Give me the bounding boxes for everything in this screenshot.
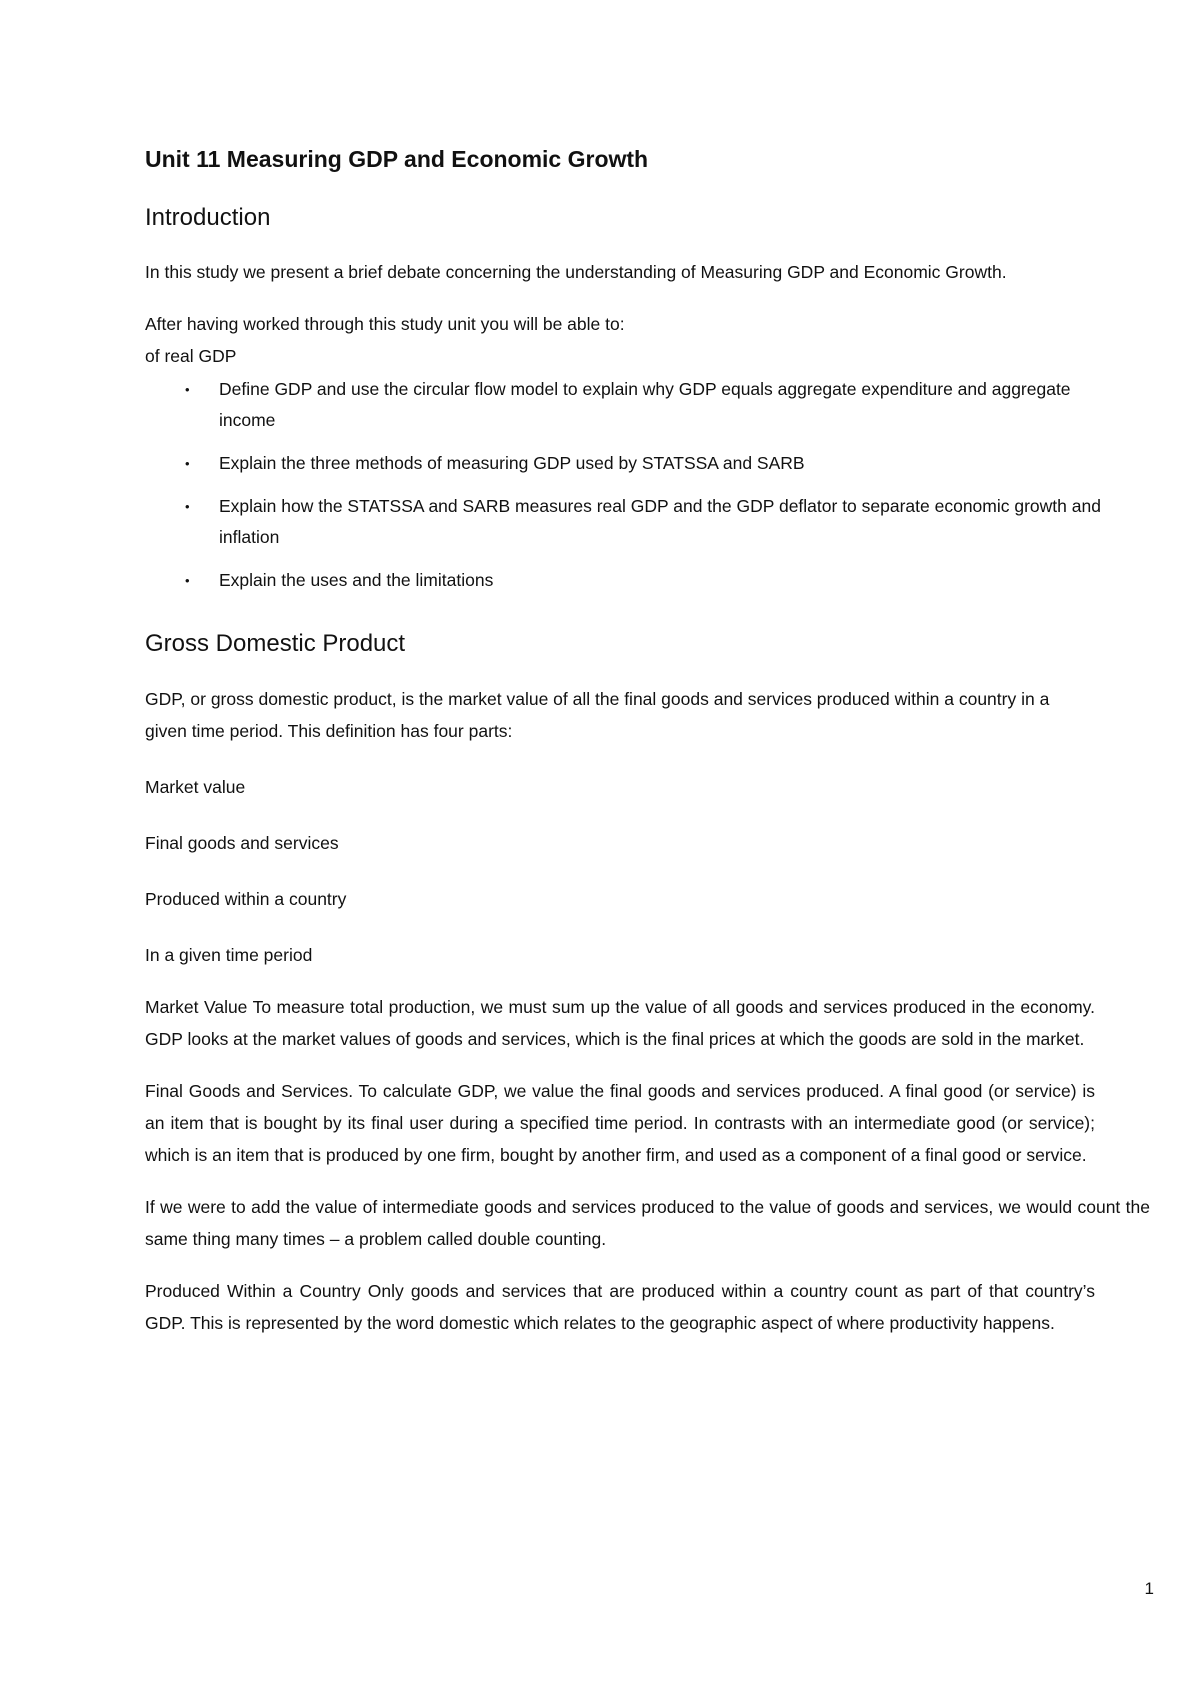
gdp-part-time-period: In a given time period bbox=[145, 945, 313, 966]
gdp-part-final-goods: Final goods and services bbox=[145, 833, 339, 854]
objectives-lead: After having worked through this study unit you will be able to: bbox=[145, 314, 625, 335]
page-number: 1 bbox=[1144, 1579, 1154, 1598]
double-counting-paragraph: If we were to add the value of intermediate goods and services produced to the value of goods and services, we would count the same thing many times – a problem called double counting. bbox=[145, 1197, 1150, 1250]
intro-heading: Introduction bbox=[145, 203, 271, 231]
objective-item bbox=[145, 491, 1150, 553]
bullet-icon: • bbox=[185, 499, 190, 515]
objective-item bbox=[145, 374, 1150, 436]
bullet-icon: • bbox=[185, 573, 190, 589]
bullet-icon: • bbox=[185, 382, 190, 398]
within-country-paragraph: Produced Within a Country Only goods and services that are produced within a country count as part of that country’s GDP. This is represented by the word domestic which relates to the geographic aspect of where productivity happens. bbox=[145, 1281, 1095, 1334]
gdp-definition: GDP, or gross domestic product, is the market value of all the final goods and services produced within a country in a given time period. This definition has four parts: bbox=[145, 689, 1050, 742]
document-body bbox=[145, 146, 1150, 1339]
gdp-part-within-country: Produced within a country bbox=[145, 889, 347, 910]
bullet-icon: • bbox=[185, 456, 190, 472]
objectives-list bbox=[145, 374, 1150, 596]
market-value-paragraph: Market Value To measure total production, we must sum up the value of all goods and services produced in the economy. GDP looks at the market values of goods and services, which is the final prices at which the goods are sold in the market. bbox=[145, 997, 1095, 1050]
objective-item bbox=[145, 448, 1150, 479]
document-title: Unit 11 Measuring GDP and Economic Growth bbox=[145, 146, 649, 172]
objective-text: Explain how the STATSSA and SARB measures real GDP and the GDP deflator to separate economic growth and inflation bbox=[219, 496, 1101, 548]
objective-item bbox=[145, 565, 1150, 596]
intro-paragraph: In this study we present a brief debate concerning the understanding of Measuring GDP and Economic Growth. bbox=[145, 262, 1007, 283]
objective-text: Define GDP and use the circular flow model to explain why GDP equals aggregate expenditure and aggregate income bbox=[219, 379, 1071, 431]
gdp-part-market-value: Market value bbox=[145, 777, 246, 798]
gdp-heading: Gross Domestic Product bbox=[145, 630, 406, 658]
objective-text: Explain the uses and the limitations bbox=[219, 570, 494, 591]
objective-text: Explain the three methods of measuring GDP used by STATSSA and SARB bbox=[219, 453, 805, 474]
final-goods-paragraph: Final Goods and Services. To calculate GDP, we value the final goods and services produced. A final good (or service) is an item that is bought by its final user during a specified time period. In contrasts with an intermediate good (or service); which is an item that is produced by one firm, bought by another firm, and used as a component of a final good or service. bbox=[145, 1081, 1095, 1166]
objectives-sublead: of real GDP bbox=[145, 346, 237, 367]
